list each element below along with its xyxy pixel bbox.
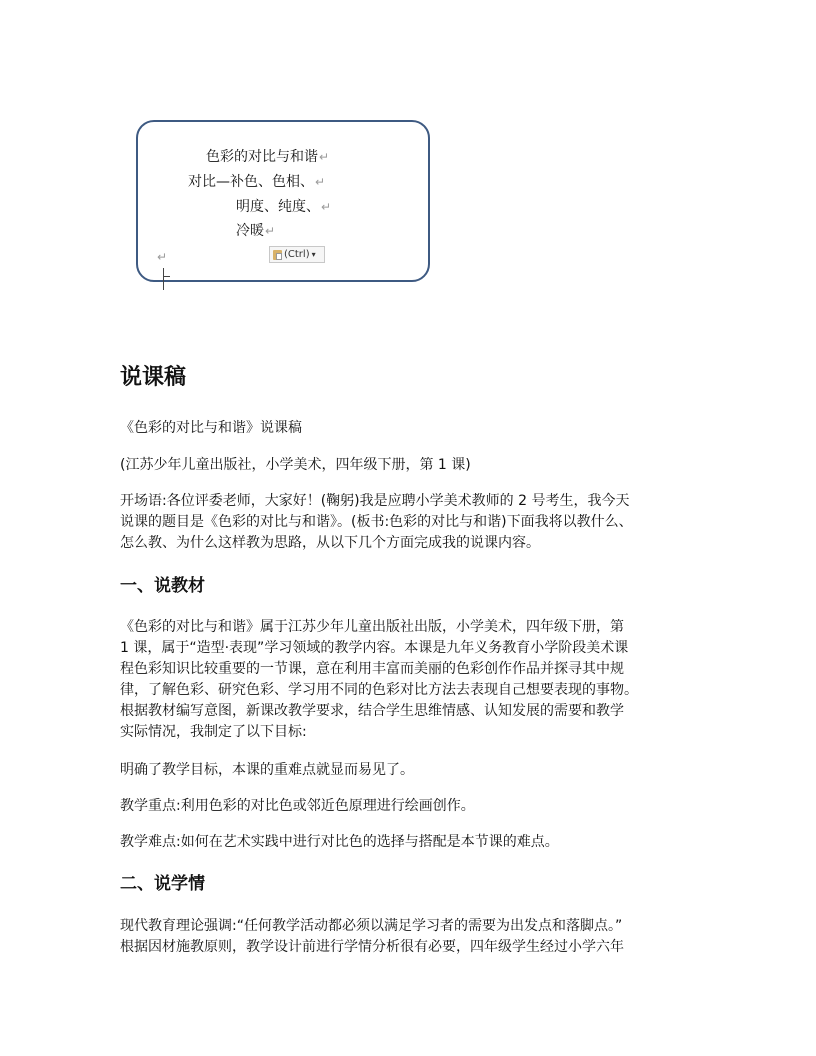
section-heading-students: 二、说学情 <box>120 874 205 894</box>
board-line-4: 冷暖 <box>236 223 264 239</box>
paragraph-mark-icon: ↵ <box>321 200 332 214</box>
material-line: 《色彩的对比与和谐》属于江苏少年儿童出版社出版，小学美术，四年级下册，第 <box>120 619 624 635</box>
key-point-paragraph: 教学重点:利用色彩的对比色或邻近色原理进行绘画创作。 <box>120 798 475 814</box>
paragraph-mark-icon: ↵ <box>265 224 276 238</box>
board-line-brightness <box>236 198 331 216</box>
intro-line: 说课的题目是《色彩的对比与和谐》。(板书:色彩的对比与和谐)下面我将以教什么、 <box>120 514 633 530</box>
intro-paragraph <box>120 491 710 554</box>
page-heading: 说课稿 <box>120 365 187 390</box>
board-empty-line <box>156 248 167 266</box>
section-heading-material: 一、说教材 <box>120 576 205 596</box>
lesson-title-paragraph: 《色彩的对比与和谐》说课稿 <box>120 420 302 436</box>
intro-line: 开场语:各位评委老师，大家好！(鞠躬)我是应聘小学美术教师的 2 号考生，我今天 <box>120 493 630 509</box>
paragraph-mark-icon: ↵ <box>157 250 168 264</box>
material-line: 程色彩知识比较重要的一节课，意在利用丰富而美丽的色彩创作作品并探寻其中规 <box>120 661 624 677</box>
source-paragraph: (江苏少年儿童出版社，小学美术，四年级下册，第 1 课) <box>120 457 471 473</box>
material-line: 根据教材编写意图，新课改教学要求，结合学生思维情感、认知发展的需要和教学 <box>120 703 624 719</box>
intro-line: 怎么教、为什么这样教为思路，从以下几个方面完成我的说课内容。 <box>120 535 540 551</box>
anchor-mark-icon <box>163 276 170 277</box>
students-line: 根据因材施教原则，教学设计前进行学情分析很有必要，四年级学生经过小学六年 <box>120 939 624 955</box>
board-line-temperature <box>236 222 275 240</box>
text-cursor <box>163 268 164 290</box>
goals-paragraph: 明确了教学目标，本课的重难点就显而易见了。 <box>120 762 414 778</box>
board-title: 色彩的对比与和谐 <box>206 149 318 165</box>
students-line: 现代教育理论强调:“任何教学活动都必须以满足学习者的需要为出发点和落脚点。” <box>120 918 623 934</box>
difficulty-paragraph: 教学难点:如何在艺术实践中进行对比色的选择与搭配是本节课的难点。 <box>120 834 559 850</box>
clipboard-icon <box>273 249 282 260</box>
dropdown-arrow-icon: ▾ <box>311 250 316 259</box>
paste-options-button[interactable] <box>269 246 325 263</box>
material-line: 实际情况，我制定了以下目标: <box>120 724 307 740</box>
material-paragraph <box>120 617 710 743</box>
paste-options-label: (Ctrl) <box>284 249 310 260</box>
board-line-3: 明度、纯度、 <box>236 199 320 215</box>
board-title-line <box>206 148 329 166</box>
board-line-2: 对比—补色、色相、 <box>188 174 314 190</box>
students-paragraph <box>120 916 710 958</box>
board-line-contrast <box>188 173 325 191</box>
paragraph-mark-icon: ↵ <box>319 150 330 164</box>
paragraph-mark-icon: ↵ <box>315 175 326 189</box>
material-line: 律，了解色彩、研究色彩、学习用不同的色彩对比方法去表现自己想要表现的事物。 <box>120 682 638 698</box>
material-line: 1 课，属于“造型·表现”学习领域的教学内容。本课是九年义务教育小学阶段美术课 <box>120 640 629 656</box>
